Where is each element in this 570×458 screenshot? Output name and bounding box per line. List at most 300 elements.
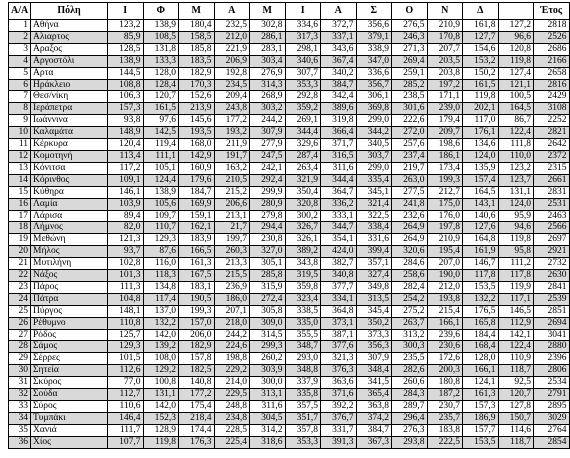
month-value-cell: 239,6: [427, 329, 463, 341]
month-value-cell: 257,6: [392, 139, 428, 151]
table-row: [9, 436, 570, 448]
month-value-cell: 166,5: [179, 246, 215, 258]
month-value-cell: 157,0: [179, 317, 215, 329]
month-value-cell: 357,5: [285, 401, 321, 413]
month-value-cell: 118,7: [498, 436, 534, 448]
month-value-cell: 326,1: [285, 234, 321, 246]
city-name-cell: Καλαμάτα: [31, 127, 108, 139]
table-row: [9, 139, 570, 151]
month-value-cell: 89,4: [108, 210, 144, 222]
month-value-cell: 168,4: [463, 341, 499, 353]
annual-total-cell: 2831: [534, 186, 570, 198]
month-value-cell: 340,2: [321, 67, 357, 79]
month-value-cell: 133,3: [143, 55, 179, 67]
month-value-cell: 296,4: [392, 412, 428, 424]
month-value-cell: 215,2: [214, 186, 250, 198]
column-header: Μ: [250, 3, 286, 20]
month-value-cell: 341,5: [356, 377, 392, 389]
annual-total-cell: 3041: [534, 329, 570, 341]
month-value-cell: 164,8: [463, 234, 499, 246]
month-value-cell: 343,8: [285, 258, 321, 270]
table-row: [9, 31, 570, 43]
month-value-cell: 150,7: [498, 412, 534, 424]
annual-total-cell: 2732: [534, 258, 570, 270]
month-value-cell: 356,7: [356, 79, 392, 91]
month-value-cell: 207,1: [214, 305, 250, 317]
column-header: Ν: [427, 3, 463, 20]
month-value-cell: 123,7: [498, 174, 534, 186]
month-value-cell: 244,2: [214, 329, 250, 341]
city-name-cell: Λήμνος: [31, 222, 108, 234]
month-value-cell: 124,4: [143, 174, 179, 186]
annual-total-cell: 2166: [534, 55, 570, 67]
table-row: [9, 281, 570, 293]
month-value-cell: 186,0: [214, 293, 250, 305]
annual-total-cell: 2531: [534, 198, 570, 210]
month-value-cell: 111,1: [143, 150, 179, 162]
city-name-cell: Αραξος: [31, 43, 108, 55]
month-value-cell: 131,1: [143, 389, 179, 401]
month-value-cell: 198,6: [427, 139, 463, 151]
month-value-cell: 101,3: [108, 270, 144, 282]
city-name-cell: Αλιαρτος: [31, 31, 108, 43]
annual-total-cell: 2630: [534, 270, 570, 282]
city-name-cell: Πάτρα: [31, 293, 108, 305]
month-value-cell: 387,1: [321, 329, 357, 341]
row-index-cell: 7: [9, 91, 31, 103]
month-value-cell: 100,8: [143, 377, 179, 389]
month-value-cell: 348,4: [356, 365, 392, 377]
month-value-cell: 222,6: [392, 115, 428, 127]
month-value-cell: 96,6: [498, 31, 534, 43]
column-header: Ι: [285, 3, 321, 20]
table-row: [9, 341, 570, 353]
month-value-cell: 116,0: [143, 258, 179, 270]
month-value-cell: 340,5: [356, 139, 392, 151]
month-value-cell: 206,9: [214, 55, 250, 67]
row-index-cell: 28: [9, 341, 31, 353]
table-row: [9, 150, 570, 162]
month-value-cell: 348,8: [285, 365, 321, 377]
month-value-cell: 108,5: [143, 31, 179, 43]
month-value-cell: 199,3: [427, 174, 463, 186]
month-value-cell: 142,9: [179, 150, 215, 162]
month-value-cell: 243,8: [214, 103, 250, 115]
month-value-cell: 229,5: [214, 389, 250, 401]
month-value-cell: 108,0: [143, 353, 179, 365]
month-value-cell: 140,6: [463, 210, 499, 222]
month-value-cell: 259,1: [392, 67, 428, 79]
month-value-cell: 119,4: [143, 139, 179, 151]
month-value-cell: 314,3: [250, 79, 286, 91]
month-value-cell: 101,5: [108, 353, 144, 365]
month-value-cell: 263,7: [392, 317, 428, 329]
month-value-cell: 21,7: [214, 222, 250, 234]
month-value-cell: 303,2: [250, 103, 286, 115]
month-value-cell: 357,1: [356, 258, 392, 270]
month-value-cell: 424,0: [321, 246, 357, 258]
month-value-cell: 311,6: [250, 401, 286, 413]
month-value-cell: 353,3: [285, 436, 321, 448]
column-header: Α/Α: [9, 3, 31, 20]
month-value-cell: 105,1: [143, 162, 179, 174]
column-header: Δ: [463, 3, 499, 20]
month-value-cell: 176,5: [463, 305, 499, 317]
month-value-cell: 284,6: [392, 258, 428, 270]
month-value-cell: 206,0: [179, 329, 215, 341]
row-index-cell: 9: [9, 115, 31, 127]
month-value-cell: 146,4: [108, 412, 144, 424]
month-value-cell: 161,3: [463, 389, 499, 401]
month-value-cell: 338,4: [356, 222, 392, 234]
month-value-cell: 176,1: [463, 127, 499, 139]
month-value-cell: 210,9: [427, 234, 463, 246]
annual-total-cell: 2851: [534, 305, 570, 317]
row-index-cell: 2: [9, 31, 31, 43]
city-name-cell: Νάξος: [31, 270, 108, 282]
month-value-cell: 331,7: [321, 424, 357, 436]
annual-total-cell: 2252: [534, 115, 570, 127]
month-value-cell: 302,8: [250, 20, 286, 32]
month-value-cell: 112,6: [108, 365, 144, 377]
month-value-cell: 161,3: [179, 258, 215, 270]
month-value-cell: 260,2: [250, 353, 286, 365]
month-value-cell: 376,3: [321, 365, 357, 377]
month-value-cell: 107,7: [108, 436, 144, 448]
month-value-cell: 334,1: [321, 293, 357, 305]
month-value-cell: 190,5: [179, 293, 215, 305]
month-value-cell: 92,5: [498, 377, 534, 389]
month-value-cell: 219,7: [392, 162, 428, 174]
month-value-cell: 138,9: [143, 20, 179, 32]
row-index-cell: 5: [9, 67, 31, 79]
month-value-cell: 338,5: [285, 305, 321, 317]
month-value-cell: 285,2: [392, 79, 428, 91]
month-value-cell: 371,6: [321, 389, 357, 401]
month-value-cell: 109,7: [143, 210, 179, 222]
month-value-cell: 111,2: [498, 258, 534, 270]
month-value-cell: 106,3: [108, 91, 144, 103]
month-value-cell: 357,8: [285, 424, 321, 436]
table-row: [9, 115, 570, 127]
month-value-cell: 321,4: [356, 198, 392, 210]
table-row: [9, 67, 570, 79]
month-value-cell: 186,1: [427, 150, 463, 162]
month-value-cell: 327,4: [356, 270, 392, 282]
month-value-cell: 111,8: [498, 139, 534, 151]
month-value-cell: 110,9: [498, 353, 534, 365]
month-value-cell: 132,2: [143, 317, 179, 329]
month-value-cell: 311,6: [321, 162, 357, 174]
month-value-cell: 315,9: [250, 281, 286, 293]
month-value-cell: 347,0: [356, 55, 392, 67]
month-value-cell: 282,6: [392, 365, 428, 377]
row-index-cell: 14: [9, 174, 31, 186]
month-value-cell: 169,9: [179, 198, 215, 210]
month-value-cell: 131,8: [143, 43, 179, 55]
month-value-cell: 120,8: [498, 43, 534, 55]
month-value-cell: 119,9: [498, 281, 534, 293]
month-value-cell: 313,2: [392, 329, 428, 341]
column-header: Φ: [143, 3, 179, 20]
month-value-cell: 340,8: [321, 270, 357, 282]
month-value-cell: 157,7: [463, 424, 499, 436]
month-value-cell: 356,3: [356, 341, 392, 353]
month-value-cell: 363,6: [321, 377, 357, 389]
month-value-cell: 127,8: [498, 401, 534, 413]
month-value-cell: 111,7: [108, 424, 144, 436]
month-value-cell: 170,8: [427, 31, 463, 43]
annual-total-cell: 2566: [534, 222, 570, 234]
month-value-cell: 122,4: [498, 341, 534, 353]
month-value-cell: 146,1: [108, 186, 144, 198]
column-header: Ο: [392, 3, 428, 20]
annual-total-cell: 2372: [534, 150, 570, 162]
month-value-cell: 139,2: [143, 341, 179, 353]
month-value-cell: 299,9: [250, 186, 286, 198]
month-value-cell: 222,5: [427, 436, 463, 448]
month-value-cell: 162,1: [179, 222, 215, 234]
month-value-cell: 335,8: [285, 389, 321, 401]
row-index-cell: 15: [9, 186, 31, 198]
annual-total-cell: 2818: [534, 20, 570, 32]
month-value-cell: 124,0: [463, 150, 499, 162]
city-name-cell: Ρόδος: [31, 329, 108, 341]
month-value-cell: 293,8: [392, 436, 428, 448]
city-name-cell: Σέρρες: [31, 353, 108, 365]
month-value-cell: 179,6: [179, 174, 215, 186]
annual-total-cell: 2880: [534, 341, 570, 353]
month-value-cell: 289,7: [392, 401, 428, 413]
table-row: [9, 43, 570, 55]
table-body: [9, 20, 570, 449]
month-value-cell: 144,5: [108, 67, 144, 79]
city-name-cell: Κομοτηνή: [31, 150, 108, 162]
table-row: [9, 401, 570, 413]
month-value-cell: 127,4: [498, 67, 534, 79]
month-value-cell: 284,3: [392, 389, 428, 401]
table-row: [9, 222, 570, 234]
row-index-cell: 4: [9, 55, 31, 67]
month-value-cell: 117,4: [143, 293, 179, 305]
month-value-cell: 117,1: [498, 293, 534, 305]
month-value-cell: 168,0: [179, 139, 215, 151]
month-value-cell: 180,8: [427, 377, 463, 389]
month-value-cell: 269,1: [285, 115, 321, 127]
month-value-cell: 268,9: [250, 91, 286, 103]
month-value-cell: 373,1: [321, 317, 357, 329]
month-value-cell: 238,5: [392, 91, 428, 103]
month-value-cell: 348,7: [285, 341, 321, 353]
month-value-cell: 344,7: [321, 222, 357, 234]
annual-total-cell: 3029: [534, 412, 570, 424]
month-value-cell: 182,9: [179, 67, 215, 79]
annual-total-cell: 2764: [534, 424, 570, 436]
month-value-cell: 236,9: [214, 281, 250, 293]
month-value-cell: 331,6: [356, 234, 392, 246]
month-value-cell: 247,5: [250, 150, 286, 162]
city-name-cell: Λαμία: [31, 198, 108, 210]
table-row: [9, 293, 570, 305]
month-value-cell: 164,5: [463, 186, 499, 198]
annual-total-cell: 3108: [534, 103, 570, 115]
month-value-cell: 153,5: [463, 281, 499, 293]
month-value-cell: 287,4: [285, 150, 321, 162]
month-value-cell: 377,6: [321, 341, 357, 353]
month-value-cell: 212,7: [427, 186, 463, 198]
month-value-cell: 134,8: [143, 281, 179, 293]
row-index-cell: 31: [9, 377, 31, 389]
month-value-cell: 148,1: [108, 305, 144, 317]
sunshine-hours-table: [8, 2, 570, 449]
month-value-cell: 184,4: [463, 329, 499, 341]
month-value-cell: 300,0: [250, 377, 286, 389]
city-name-cell: Πάρος: [31, 281, 108, 293]
month-value-cell: 279,8: [250, 210, 286, 222]
month-value-cell: 207,7: [427, 43, 463, 55]
table-row: [9, 127, 570, 139]
month-value-cell: 382,7: [321, 258, 357, 270]
month-value-cell: 333,1: [321, 210, 357, 222]
month-value-cell: 199,3: [179, 305, 215, 317]
month-value-cell: 166,1: [463, 365, 499, 377]
city-name-cell: Σκύρος: [31, 377, 108, 389]
month-value-cell: 153,5: [463, 436, 499, 448]
month-value-cell: 269,4: [392, 55, 428, 67]
month-value-cell: 173,4: [427, 162, 463, 174]
city-name-cell: Ρέθυμνο: [31, 317, 108, 329]
month-value-cell: 264,9: [392, 222, 428, 234]
table-header-row: [9, 3, 570, 20]
month-value-cell: 111,3: [108, 281, 144, 293]
month-value-cell: 165,8: [463, 317, 499, 329]
month-value-cell: 120,4: [108, 139, 144, 151]
month-value-cell: 336,2: [321, 198, 357, 210]
month-value-cell: 213,9: [179, 103, 215, 115]
row-index-cell: 10: [9, 127, 31, 139]
month-value-cell: 104,8: [108, 293, 144, 305]
annual-total-cell: 2806: [534, 365, 570, 377]
month-value-cell: 157,8: [179, 353, 215, 365]
row-index-cell: 27: [9, 329, 31, 341]
month-value-cell: 117,8: [463, 270, 499, 282]
month-value-cell: 164,5: [498, 103, 534, 115]
table-row: [9, 55, 570, 67]
month-value-cell: 210,5: [214, 174, 250, 186]
month-value-cell: 121,3: [108, 234, 144, 246]
month-value-cell: 110,0: [498, 150, 534, 162]
month-value-cell: 190,0: [427, 270, 463, 282]
month-value-cell: 198,8: [214, 353, 250, 365]
month-value-cell: 129,3: [108, 341, 144, 353]
city-name-cell: Ιεράπετρα: [31, 103, 108, 115]
table-row: [9, 258, 570, 270]
month-value-cell: 143,1: [463, 198, 499, 210]
month-value-cell: 87,6: [143, 246, 179, 258]
month-value-cell: 93,7: [108, 246, 144, 258]
month-value-cell: 307,9: [250, 127, 286, 139]
month-value-cell: 376,7: [321, 412, 357, 424]
month-value-cell: 118,7: [498, 365, 534, 377]
month-value-cell: 175,4: [179, 401, 215, 413]
annual-total-cell: 2534: [534, 377, 570, 389]
month-value-cell: 314,5: [250, 329, 286, 341]
month-value-cell: 313,1: [250, 389, 286, 401]
month-value-cell: 124,0: [498, 198, 534, 210]
month-value-cell: 337,1: [321, 31, 357, 43]
table-row: [9, 20, 570, 32]
row-index-cell: 1: [9, 20, 31, 32]
month-value-cell: 146,5: [498, 305, 534, 317]
row-index-cell: 12: [9, 150, 31, 162]
month-value-cell: 343,6: [321, 43, 357, 55]
month-value-cell: 206,6: [214, 198, 250, 210]
month-value-cell: 234,5: [214, 79, 250, 91]
month-value-cell: 359,8: [285, 281, 321, 293]
column-header: Μ: [179, 3, 215, 20]
month-value-cell: 230,7: [427, 401, 463, 413]
annual-total-cell: 2658: [534, 67, 570, 79]
row-index-cell: 3: [9, 43, 31, 55]
month-value-cell: 197,8: [427, 222, 463, 234]
annual-total-cell: 2642: [534, 139, 570, 151]
month-value-cell: 317,3: [285, 31, 321, 43]
month-value-cell: 128,4: [143, 79, 179, 91]
month-value-cell: 146,7: [463, 258, 499, 270]
month-value-cell: 277,5: [392, 186, 428, 198]
month-value-cell: 321,3: [321, 353, 357, 365]
month-value-cell: 182,9: [179, 341, 215, 353]
month-value-cell: 260,6: [392, 377, 428, 389]
month-value-cell: 187,2: [427, 389, 463, 401]
month-value-cell: 276,5: [392, 20, 428, 32]
month-value-cell: 363,8: [356, 401, 392, 413]
row-index-cell: 30: [9, 365, 31, 377]
table-row: [9, 174, 570, 186]
month-value-cell: 350,4: [285, 186, 321, 198]
month-value-cell: 344,4: [321, 174, 357, 186]
month-value-cell: 135,9: [463, 162, 499, 174]
month-value-cell: 119,8: [498, 234, 534, 246]
month-value-cell: 195,4: [427, 246, 463, 258]
month-value-cell: 304,5: [250, 412, 286, 424]
month-value-cell: 232,6: [392, 210, 428, 222]
month-value-cell: 234,8: [214, 412, 250, 424]
month-value-cell: 95,9: [498, 210, 534, 222]
month-value-cell: 272,4: [250, 293, 286, 305]
month-value-cell: 142,5: [143, 127, 179, 139]
month-value-cell: 117,2: [108, 162, 144, 174]
month-value-cell: 377,7: [321, 281, 357, 293]
month-value-cell: 384,7: [321, 79, 357, 91]
annual-total-cell: 2791: [534, 389, 570, 401]
month-value-cell: 152,6: [179, 91, 215, 103]
month-value-cell: 95,8: [498, 246, 534, 258]
month-value-cell: 163,2: [214, 162, 250, 174]
month-value-cell: 230,6: [427, 341, 463, 353]
month-value-cell: 142,0: [143, 329, 179, 341]
month-value-cell: 77,0: [108, 377, 144, 389]
month-value-cell: 384,7: [356, 424, 392, 436]
month-value-cell: 158,5: [179, 31, 215, 43]
month-value-cell: 125,7: [108, 329, 144, 341]
month-value-cell: 112,7: [108, 389, 144, 401]
sunshine-table-container: [8, 2, 567, 449]
month-value-cell: 105,6: [143, 198, 179, 210]
month-value-cell: 320,6: [392, 246, 428, 258]
month-value-cell: 286,1: [250, 31, 286, 43]
month-value-cell: 221,9: [214, 43, 250, 55]
